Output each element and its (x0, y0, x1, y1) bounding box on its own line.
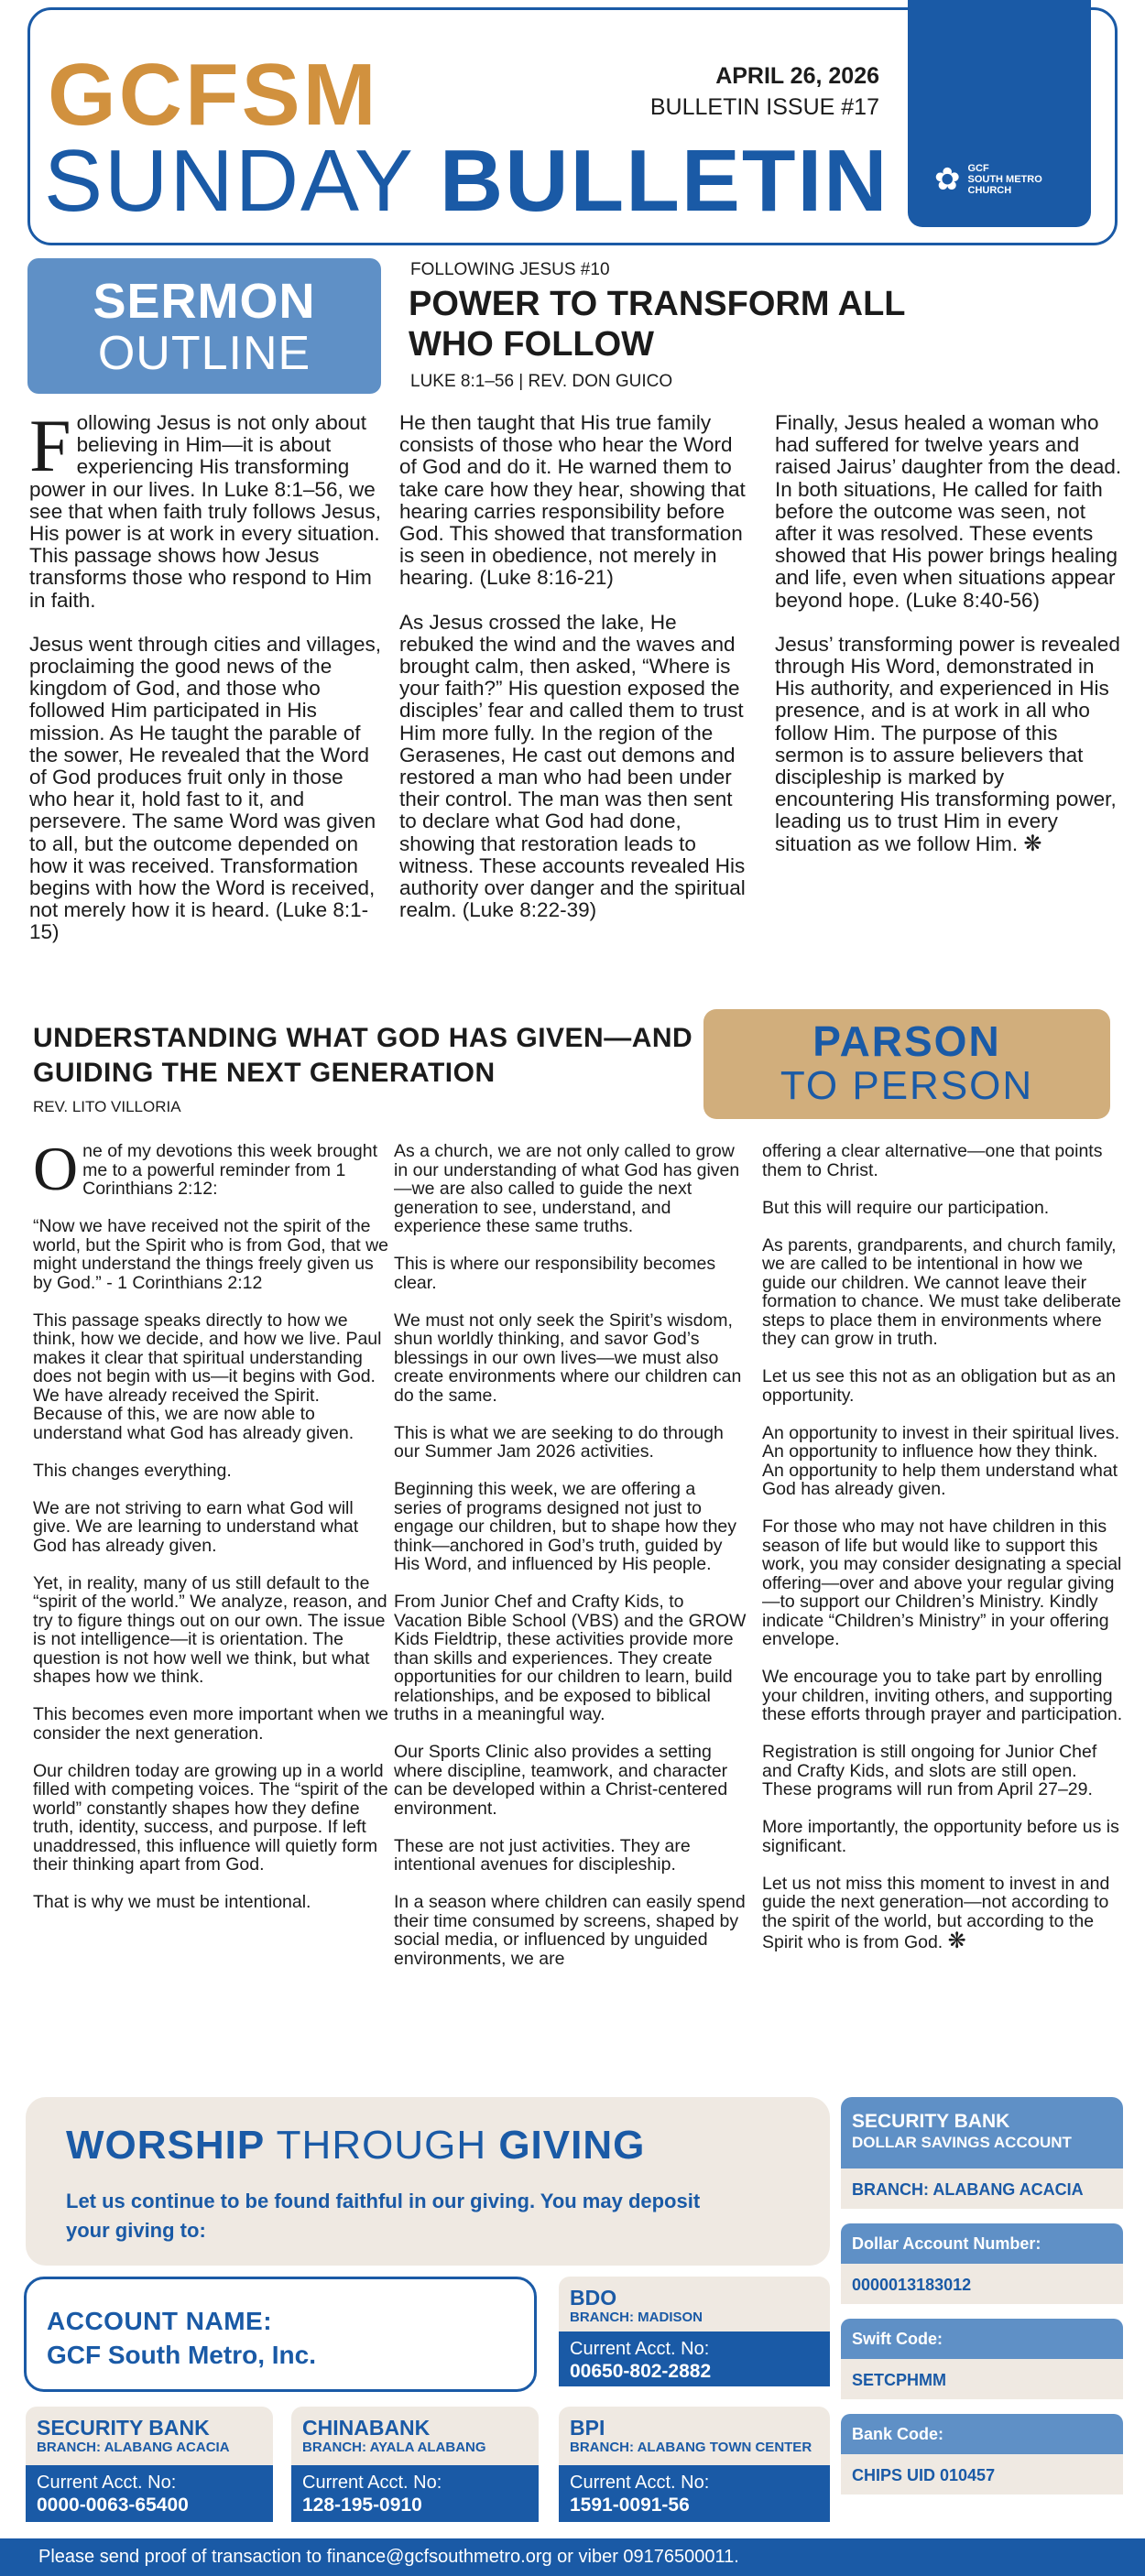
issue-date: APRIL 26, 2026 (715, 63, 879, 89)
article-paragraph: This changes everything. (33, 1460, 232, 1481)
bank-branch: BRANCH: AYALA ALABANG (302, 2440, 486, 2455)
article-paragraph: For those who may not have children in this season of life but would like to support this work, you may consider designating a special offering—over and above your regular giving—to support our Children’s Ministry. Kindly indicate “Children’s Ministry” in your offering envelope. (762, 1516, 1122, 1649)
article-paragraph: This is what we are seeking to do through our Summer Jam 2026 activities. (394, 1422, 724, 1462)
article-column-3 (762, 1142, 1123, 1972)
article-paragraph: As parents, grandparents, and church family, we are called to be intentional in how we guide our children. We cannot leave their formation to chance. We must take deliberate steps to place them in environments where they can grow in truth. (762, 1234, 1122, 1349)
account-name-value: GCF South Metro, Inc. (47, 2341, 316, 2369)
issue-number: BULLETIN ISSUE #17 (649, 94, 879, 120)
bank-card-chinabank (291, 2407, 539, 2522)
sermon-paragraph: As Jesus crossed the lake, He rebuked the wind and the waves and brought calm, then asked, “Where is your faith?” His question exposed the disciples’ fear and called them to trust Him more fully. In the region of the Gerasenes, He cast out demons and restored a man who had been under their control. The man was then sent to declare what God had done, showing that restoration leads to witness. These accounts revealed His authority over danger and the spiritual realm. (Luke 8:22-39) (399, 610, 746, 922)
logo-text: GCF SOUTH METRO CHURCH (967, 163, 1042, 196)
article-paragraph: This becomes even more important when we consider the next generation. (33, 1704, 389, 1744)
issue-info (650, 60, 879, 123)
sermon-paragraph: Finally, Jesus healed a woman who had suffered for twelve years and raised Jairus’ daughter from the dead. In both situations, He called for faith before the outcome was seen, not after it was resolved. These events showed that His power brings healing and life, even when situations appear beyond hope. (Luke 8:40-56) (775, 411, 1122, 612)
article-paragraph: Registration is still ongoing for Junior Chef and Crafty Kids, and slots are still open. These programs will run from April 27–29. (762, 1742, 1097, 1799)
account-number: 00650-802-2882 (570, 2361, 712, 2382)
sermon-paragraph: Jesus’ transforming power is revealed through His Word, demonstrated in His authority, and experienced in His presence, and is at work in all who follow Him. The purpose of this sermon is to assure believers that discipleship is marked by encountering His transforming power, leading us to trust Him in every situation as we follow Him. ❋ (775, 632, 1120, 856)
article-paragraph: That is why we must be intentional. (33, 1892, 311, 1912)
dollar-account-card (841, 2097, 1123, 2538)
article-paragraph: Our children today are growing up in a world filled with competing voices. The “spirit of the world” constantly shapes how they define truth, identity, success, and purpose. If left unaddressed, this influence will quietly form their thinking apart from God. (33, 1760, 388, 1875)
bank-name: CHINABANK (302, 2416, 431, 2440)
account-number: 0000-0063-65400 (37, 2494, 189, 2516)
account-number: 128-195-0910 (302, 2494, 422, 2516)
article-paragraph: From Junior Chef and Crafty Kids, to Vacation Bible School (VBS) and the GROW Kids Fieldtrip, these activities provide more than skills and experiences. They create opportunities for our children to learn, build relationships, and be exposed to biblical truths in a meaningful way. (394, 1592, 747, 1724)
bulletin-title: SUNDAY BULLETIN (44, 132, 889, 230)
drop-cap: O (33, 1134, 79, 1203)
article-paragraph: We are not striving to earn what God will give. We are learning to understand what God has already given. (33, 1497, 359, 1556)
account-label: Current Acct. No: (570, 2339, 710, 2359)
account-label: Current Acct. No: (302, 2473, 442, 2493)
sermon-column-2 (399, 412, 751, 943)
bank-code-value: CHIPS UID 010457 (841, 2454, 1123, 2494)
dollar-account-label: Dollar Account Number: (841, 2223, 1123, 2264)
article-column-1 (33, 1134, 390, 1930)
sermon-paragraph: Jesus went through cities and villages, proclaiming the good news of the kingdom of God, and those who followed Him participated in His mission. As He taught the parable of the sower, He revealed that the Word of God produces fruit only in those who hear it, hold fast to it, and persevere. The same Word was given to all, but the outcome depended on how it was received. Transformation begins with how the Word is received, not merely how it is heard. (Luke 8:1-15) (29, 632, 381, 944)
drop-cap: F (29, 404, 71, 487)
article-paragraph: We encourage you to take part by enrolling your children, inviting others, and supporting these efforts through prayer and participation. (762, 1667, 1123, 1724)
end-mark-icon: ❋ (1023, 831, 1042, 856)
dollar-account-number: 0000013183012 (841, 2264, 1123, 2304)
article-paragraph: As a church, we are not only called to grow in our understanding of what God has given—we are also called to guide the next generation to see, understand, and experience these same truths. (394, 1141, 740, 1236)
sermon-title: POWER TO TRANSFORM ALL WHO FOLLOW (409, 285, 905, 364)
flower-icon: ✿ (934, 161, 961, 198)
bank-card-bpi (559, 2407, 830, 2522)
article-paragraph: Let us see this not as an obligation but as an opportunity. (762, 1366, 1116, 1406)
account-type: DOLLAR SAVINGS ACCOUNT (852, 2134, 1072, 2151)
article-paragraph: This passage speaks directly to how we think, how we decide, and how we live. Paul makes it clear that spiritual understanding does not begin with us—it begins with God. We have already received the Spirit. Because of this, we are now able to understand what God has already given. (33, 1310, 382, 1443)
article-paragraph: Yet, in reality, many of us still default to the “spirit of the world.” We analyze, reason, and try to figure things out on our own. The issue is not intelligence—it is orientation. The question is not how well we think, but what shapes how we think. (33, 1572, 387, 1687)
article-paragraph: We must not only seek the Spirit’s wisdom, shun worldly thinking, and savor God’s blessings in our own lives—we must also create environments where our children can do the same. (394, 1310, 742, 1406)
article-paragraph: offering a clear alternative—one that points them to Christ. (762, 1141, 1103, 1180)
parson-to-person-label: PARSON TO PERSON (703, 1009, 1110, 1119)
article-author: REV. LITO VILLORIA (33, 1098, 181, 1115)
article-title: UNDERSTANDING WHAT GOD HAS GIVEN—AND GUIDING THE NEXT GENERATION (33, 1023, 693, 1088)
article-paragraph: An opportunity to invest in their spiritual lives. An opportunity to influence how they think. An opportunity to help them understand what God has already given. (762, 1422, 1120, 1499)
account-label: Current Acct. No: (570, 2473, 710, 2493)
sermon-paragraph: Following Jesus is not only about believing in Him—it is about experiencing His transforming power in our lives. In Luke 8:1–56, we see that when faith truly follows Jesus, His power is at work in every situation. This passage shows how Jesus transforms those who respond to Him in faith. (29, 404, 381, 612)
account-name-label: ACCOUNT NAME: (47, 2307, 273, 2335)
article-paragraph: Beginning this week, we are offering a series of programs designed not just to engage our children, but to shape how they think—anchored in God’s truth, guided by His Word, and influenced by His people. (394, 1479, 737, 1574)
sermon-column-3 (775, 412, 1123, 877)
account-label: Current Acct. No: (37, 2473, 177, 2493)
article-paragraph: This is where our responsibility becomes clear. (394, 1254, 716, 1293)
swift-code-value: SETCPHMM (841, 2359, 1123, 2399)
article-paragraph: In a season where children can easily spend their time consumed by screens, shaped by social media, or influenced by unguided environments, we are (394, 1892, 746, 1969)
bank-branch: BRANCH: ALABANG ACACIA (37, 2440, 230, 2455)
sermon-column-1 (29, 404, 387, 966)
sermon-paragraph: He then taught that His true family consists of those who hear the Word of God and do it. He warned them to take care how they hear, showing that hearing carries responsibility before God. This showed that transformation is seen in obedience, not merely in hearing. (Luke 8:16-21) (399, 411, 746, 590)
bank-branch: BRANCH: MADISON (570, 2310, 703, 2325)
bank-name: SECURITY BANK (37, 2416, 210, 2440)
article-paragraph: “Now we have received not the spirit of the world, but the Spirit who is from God, that we might understand the things freely given us by God.” - 1 Corinthians 2:12 (33, 1216, 389, 1293)
brand-name: GCFSM (48, 46, 379, 144)
sermon-reference: LUKE 8:1–56 | REV. DON GUICO (410, 372, 673, 391)
article-paragraph: Our Sports Clinic also provides a setting where discipline, teamwork, and character can be developed within a Christ-centered environment. (394, 1742, 728, 1819)
bank-card-security (26, 2407, 273, 2522)
sermon-outline-label: SERMON OUTLINE (27, 258, 381, 394)
giving-title: WORSHIP THROUGH GIVING (66, 2123, 646, 2168)
bank-name: SECURITY BANK (852, 2111, 1010, 2132)
article-column-2 (394, 1142, 747, 1987)
article-paragraph: These are not just activities. They are intentional avenues for discipleship. (394, 1835, 691, 1875)
church-logo (934, 163, 1072, 196)
bank-branch: BRANCH: ALABANG TOWN CENTER (570, 2440, 812, 2455)
article-paragraph: But this will require our participation. (762, 1197, 1050, 1218)
account-number: 1591-0091-56 (570, 2494, 690, 2516)
sermon-series: FOLLOWING JESUS #10 (410, 260, 610, 279)
giving-subtitle: Let us continue to be found faithful in our giving. You may deposit your giving to: (66, 2190, 701, 2242)
footer-note: Please send proof of transaction to finance@gcfsouthmetro.org or viber 09176500011. (0, 2538, 1145, 2576)
article-paragraph: More importantly, the opportunity before us is significant. (762, 1817, 1119, 1856)
bank-name: BDO (570, 2286, 617, 2310)
swift-code-label: Swift Code: (841, 2319, 1123, 2359)
article-paragraph: One of my devotions this week brought me to a powerful reminder from 1 Corinthians 2:12: (33, 1134, 378, 1203)
article-paragraph: Let us not miss this moment to invest in and guide the next generation—not according to the spirit of the world, but according to the Spirit who is from God. ❋ (762, 1873, 1110, 1953)
bank-card-bdo (559, 2277, 830, 2386)
end-mark-icon: ❋ (947, 1929, 966, 1953)
bank-code-label: Bank Code: (841, 2414, 1123, 2454)
account-name-card (24, 2277, 537, 2392)
bank-name: BPI (570, 2416, 605, 2440)
bank-branch: BRANCH: ALABANG ACACIA (841, 2168, 1123, 2209)
